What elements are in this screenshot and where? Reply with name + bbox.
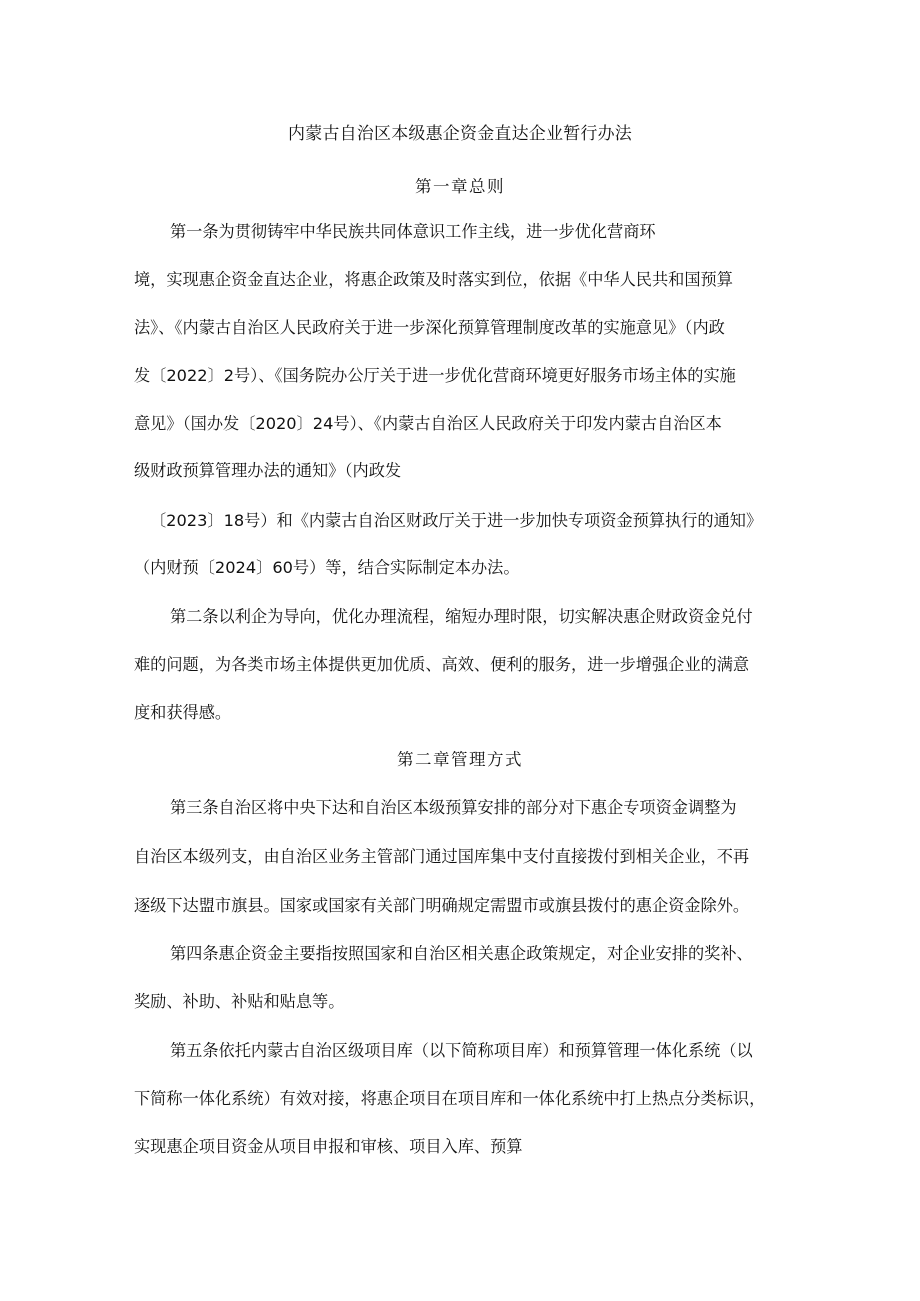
article-4-line: 第四条惠企资金主要指按照国家和自治区相关惠企政策规定，对企业安排的奖补、 [170, 944, 753, 963]
article-1-line: 法》、《内蒙古自治区人民政府关于进一步深化预算管理制度改革的实施意见》（内政 [134, 318, 725, 337]
article-1-line: 意见》（国办发〔2020〕24号）、《内蒙古自治区人民政府关于印发内蒙古自治区本 [134, 414, 722, 433]
article-5-line: 下简称一体化系统）有效对接，将惠企项目在项目库和一体化系统中打上热点分类标识， [134, 1089, 766, 1108]
article-4-line: 奖励、补助、补贴和贴息等。 [134, 992, 345, 1011]
article-1-line: 发〔2022〕2号）、《国务院办公厅关于进一步优化营商环境更好服务市场主体的实施 [134, 366, 736, 385]
article-1-line: 第一条为贯彻铸牢中华民族共同体意识工作主线，进一步优化营商环 [170, 222, 656, 241]
article-1-line: 级财政预算管理办法的通知》（内政发 [134, 461, 402, 480]
article-3-line: 第三条自治区将中央下达和自治区本级预算安排的部分对下惠企专项资金调整为 [170, 798, 737, 817]
article-5-line: 第五条依托内蒙古自治区级项目库（以下简称项目库）和预算管理一体化系统（以 [170, 1041, 753, 1060]
article-2-line: 第二条以利企为导向，优化办理流程，缩短办理时限，切实解决惠企财政资金兑付 [170, 607, 753, 626]
article-1-line: 境，实现惠企资金直达企业，将惠企政策及时落实到位，依据《中华人民共和国预算 [134, 270, 733, 289]
article-3-line: 逐级下达盟市旗县。国家或国家有关部门明确规定需盟市或旗县拨付的惠企资金除外。 [134, 896, 750, 915]
chapter-heading-2: 第二章管理方式 [397, 750, 523, 769]
article-3-line: 自治区本级列支，由自治区业务主管部门通过国库集中支付直接拨付到相关企业，不再 [134, 847, 750, 866]
article-5-line: 实现惠企项目资金从项目申报和审核、项目入库、预算 [134, 1137, 523, 1156]
article-2-line: 度和获得感。 [134, 703, 232, 722]
article-2-line: 难的问题，为各类市场主体提供更加优质、高效、便利的服务，进一步增强企业的满意 [134, 655, 750, 674]
chapter-heading-1: 第一章总则 [415, 177, 505, 196]
article-1-line: （内财预〔2024〕60号）等，结合实际制定本办法。 [134, 558, 520, 577]
article-1-line: 〔2023〕18号）和《内蒙古自治区财政厅关于进一步加快专项资金预算执行的通知》 [150, 511, 763, 530]
document-title: 内蒙古自治区本级惠企资金直达企业暂行办法 [288, 124, 632, 144]
